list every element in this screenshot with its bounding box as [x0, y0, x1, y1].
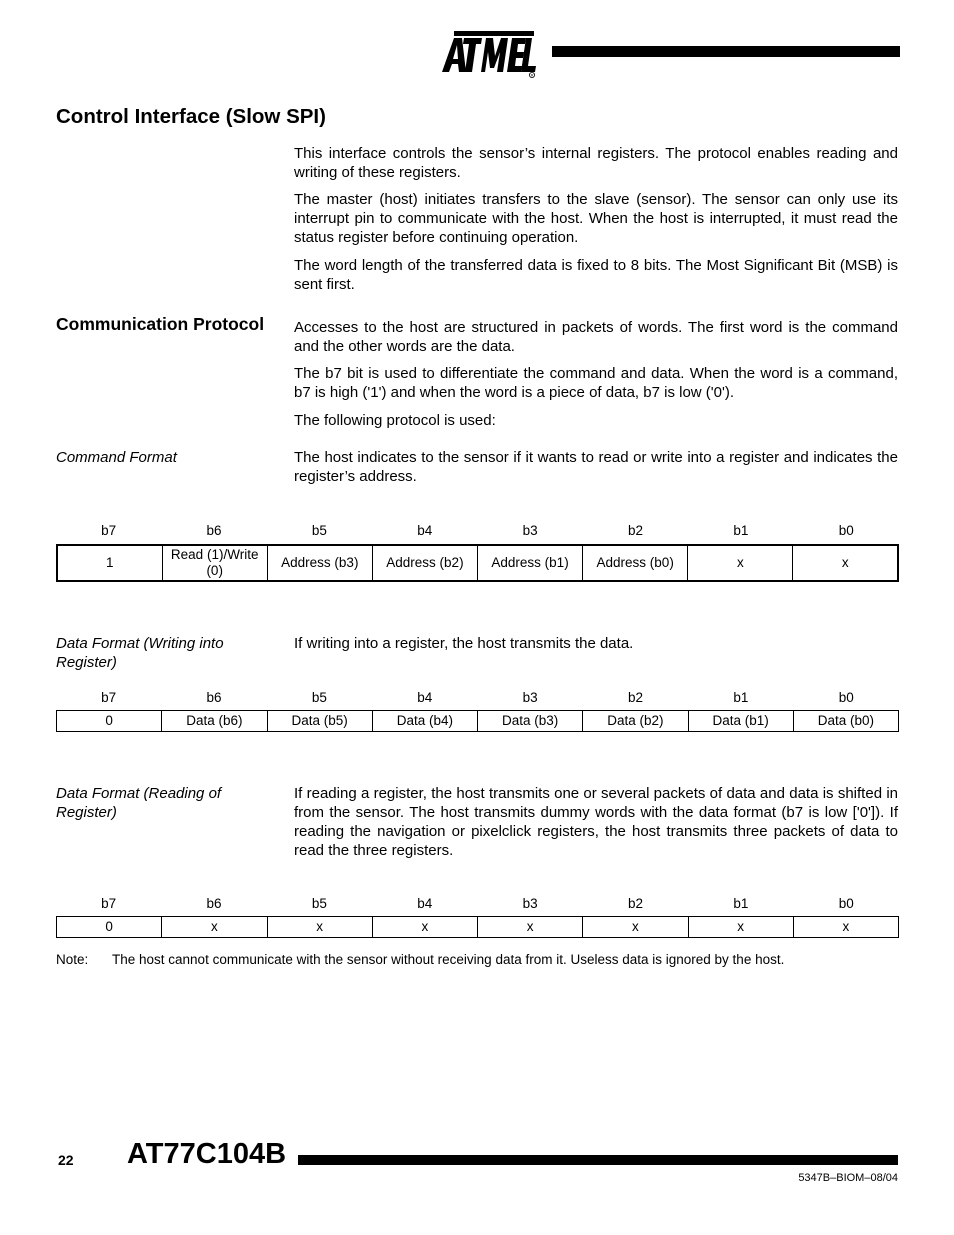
table-cell: x: [688, 545, 793, 581]
protocol-paragraph-3: The following protocol is used:: [294, 412, 496, 429]
table-cell: Data (b0): [793, 711, 898, 732]
table-row: [57, 711, 899, 732]
data-write-text: If writing into a register, the host transmits the data.: [294, 635, 634, 652]
table-cell: Data (b3): [478, 711, 583, 732]
bit-label: b3: [522, 896, 538, 911]
note-label: Note:: [56, 952, 89, 967]
table-cell: Data (b4): [372, 711, 477, 732]
command-bit-header: [56, 523, 899, 538]
command-format-text: The host indicates to the sensor if it wants to read or write into a register and indicates the register’s address.: [294, 449, 898, 485]
note-text: The host cannot communicate with the sensor without receiving data from it. Useless data is ignored by the host.: [112, 952, 785, 967]
table-cell: Read (1)/Write (0): [162, 545, 267, 581]
intro-paragraph-3: The word length of the transferred data is fixed to 8 bits. The Most Significant Bit (MSB) is sent first.: [294, 257, 898, 293]
table-cell: 1: [57, 545, 162, 581]
command-format-label: Command Format: [56, 449, 177, 466]
bit-label: b7: [101, 523, 117, 538]
bit-label: b4: [417, 896, 433, 911]
table-cell: x: [372, 917, 477, 938]
bit-label: b7: [101, 690, 117, 705]
bit-label: b5: [311, 896, 327, 911]
bit-label: b0: [838, 896, 854, 911]
table-cell: Address (b0): [583, 545, 688, 581]
bit-label: b4: [417, 523, 433, 538]
table-cell: x: [793, 917, 898, 938]
data-write-label: Data Format (Writing into Register): [56, 635, 224, 671]
table-cell: Address (b2): [372, 545, 477, 581]
data-read-table: [56, 916, 899, 938]
header-rule: [552, 46, 900, 57]
atmel-logo: [440, 28, 538, 78]
table-row: [57, 917, 899, 938]
page-number: 22: [58, 1152, 74, 1168]
bit-label: b2: [628, 690, 644, 705]
bit-label: b0: [838, 523, 854, 538]
bit-label: b5: [311, 523, 327, 538]
bit-label: b1: [733, 690, 749, 705]
protocol-title: Communication Protocol: [56, 314, 265, 334]
bit-label: b6: [206, 690, 222, 705]
bit-label: b7: [101, 896, 117, 911]
table-row: [57, 545, 898, 581]
footer-rule: [298, 1155, 898, 1165]
document-number: 5347B–BIOM–08/04: [798, 1172, 898, 1184]
bit-label: b2: [628, 523, 644, 538]
table-cell: x: [267, 917, 372, 938]
table-cell: Address (b3): [267, 545, 372, 581]
bit-label: b3: [522, 690, 538, 705]
table-cell: x: [793, 545, 898, 581]
svg-text:R: R: [530, 72, 534, 78]
protocol-paragraph-1: Accesses to the host are structured in packets of words. The first word is the command and the other words are the data.: [294, 319, 898, 355]
table-cell: 0: [57, 917, 162, 938]
section-title: Control Interface (Slow SPI): [56, 105, 326, 128]
table-cell: x: [583, 917, 688, 938]
table-cell: x: [162, 917, 267, 938]
intro-paragraph-1: This interface controls the sensor’s internal registers. The protocol enables reading and writing of these registers.: [294, 145, 898, 181]
table-cell: Data (b5): [267, 711, 372, 732]
bit-label: b4: [417, 690, 433, 705]
table-cell: Address (b1): [478, 545, 583, 581]
table-cell: Data (b6): [162, 711, 267, 732]
data-read-label: Data Format (Reading of Register): [56, 785, 222, 821]
bit-label: b1: [733, 523, 749, 538]
protocol-paragraph-2: The b7 bit is used to differentiate the command and data. When the word is a command, b7 is high ('1') and when the word is a piece of data, b7 is low ('0').: [294, 365, 898, 401]
bit-label: b6: [206, 523, 222, 538]
bit-label: b1: [733, 896, 749, 911]
table-cell: Data (b2): [583, 711, 688, 732]
table-cell: 0: [57, 711, 162, 732]
bit-label: b6: [206, 896, 222, 911]
data-write-bit-header: [56, 690, 899, 705]
table-cell: x: [688, 917, 793, 938]
table-cell: x: [478, 917, 583, 938]
data-read-bit-header: [56, 896, 899, 911]
data-write-table: [56, 710, 899, 732]
bit-label: b3: [522, 523, 538, 538]
intro-paragraph-2: The master (host) initiates transfers to the slave (sensor). The sensor can only use its interrupt pin to communicate with the host. When the host is interrupted, it must read the status register before continuing operation.: [294, 191, 898, 246]
command-format-table: [56, 544, 899, 582]
product-name: AT77C104B: [127, 1138, 287, 1170]
table-cell: Data (b1): [688, 711, 793, 732]
data-read-text: If reading a register, the host transmits one or several packets of data and data is shifted in from the sensor. The host transmits dummy words with the data format (b7 is low ['0']). If reading the navigation or pixelclick registers, the host transmits three packets of data to read the three registers.: [294, 785, 898, 859]
bit-label: b0: [838, 690, 854, 705]
bit-label: b5: [311, 690, 327, 705]
bit-label: b2: [628, 896, 644, 911]
